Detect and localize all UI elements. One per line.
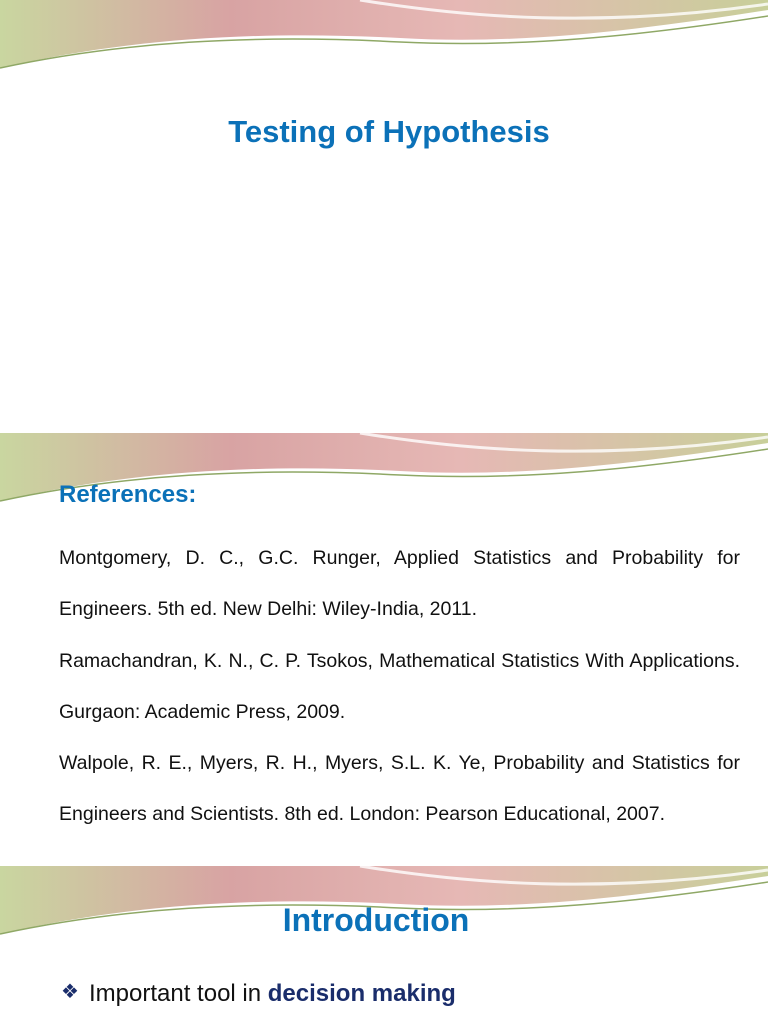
- references-list: [59, 533, 740, 841]
- slide-references: [0, 433, 768, 866]
- reference-item: Montgomery, D. C., G.C. Runger, Applied Statistics and Probability for Engineers. 5th ed. New Delhi: Wiley-India, 2011.: [59, 547, 740, 621]
- reference-item: Walpole, R. E., Myers, R. H., Myers, S.L. K. Ye, Probability and Statistics for Engineers and Scientists. 8th ed. London: Pearson Educational, 2007.: [59, 752, 740, 826]
- slide-introduction: [0, 866, 768, 1024]
- decorative-swoosh-banner: [0, 0, 768, 75]
- bullet-emphasis: decision making: [267, 980, 456, 1007]
- four-diamond-bullet-icon: ❖: [61, 981, 79, 1003]
- slide-title: [0, 0, 768, 433]
- bullet-item: [61, 979, 456, 1008]
- references-heading: References:: [59, 481, 197, 508]
- reference-item: Ramachandran, K. N., C. P. Tsokos, Mathematical Statistics With Applications. Gurgaon: Academic Press, 2009.: [59, 649, 740, 723]
- introduction-heading: Introduction: [282, 902, 470, 938]
- slide-title-heading: Testing of Hypothesis: [228, 114, 550, 149]
- bullet-text: Important tool in: [89, 980, 268, 1007]
